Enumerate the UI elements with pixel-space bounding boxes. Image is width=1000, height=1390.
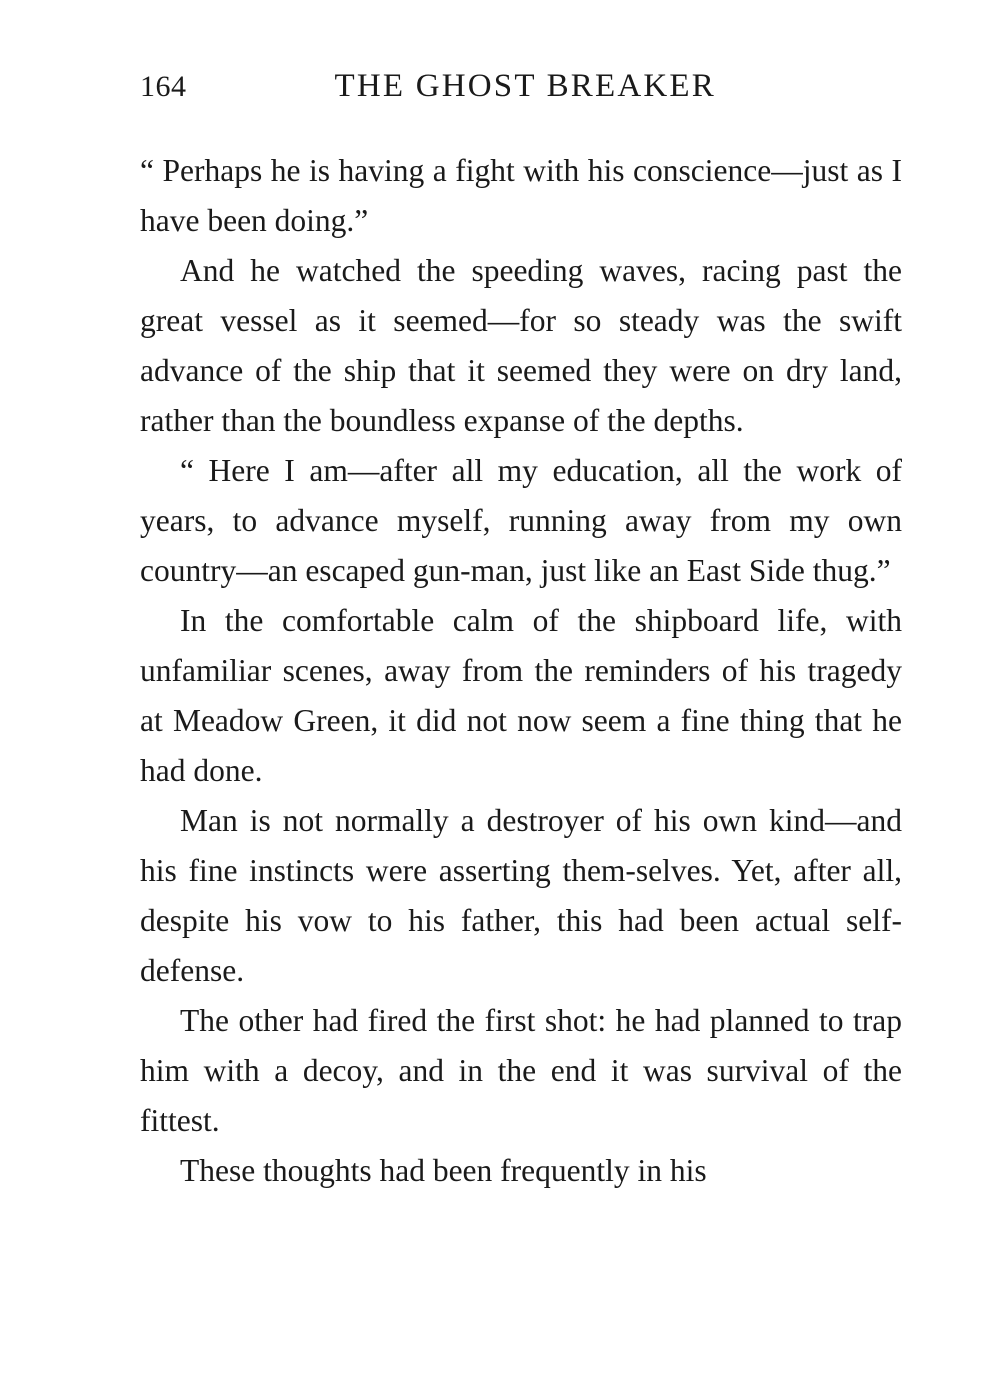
paragraph: Man is not normally a destroyer of his own kind—and his fine instincts were asserting them-selves. Yet, after all, despite his vow to his father, this had been actual self-defense. bbox=[140, 803, 902, 988]
page-body bbox=[140, 146, 902, 1196]
paragraph: These thoughts had been frequently in his bbox=[180, 1153, 707, 1188]
running-head-title: THE GHOST BREAKER bbox=[334, 68, 716, 104]
paragraph: In the comfortable calm of the shipboard life, with unfamiliar scenes, away from the reminders of his tragedy at Meadow Green, it did not now seem a fine thing that he had done. bbox=[140, 603, 902, 788]
page-header bbox=[140, 68, 902, 114]
page-number: 164 bbox=[140, 70, 187, 103]
paragraph: “ Perhaps he is having a fight with his conscience—just as I have been doing.” bbox=[140, 153, 902, 238]
paragraph: And he watched the speeding waves, racing past the great vessel as it seemed—for so steady was the swift advance of the ship that it seemed they were on dry land, rather than the boundless expanse of the depths. bbox=[140, 253, 902, 438]
paragraph: “ Here I am—after all my education, all the work of years, to advance myself, running away from my own country—an escaped gun-man, just like an East Side thug.” bbox=[140, 453, 902, 588]
paragraph: The other had fired the first shot: he had planned to trap him with a decoy, and in the end it was survival of the fittest. bbox=[140, 1003, 902, 1138]
